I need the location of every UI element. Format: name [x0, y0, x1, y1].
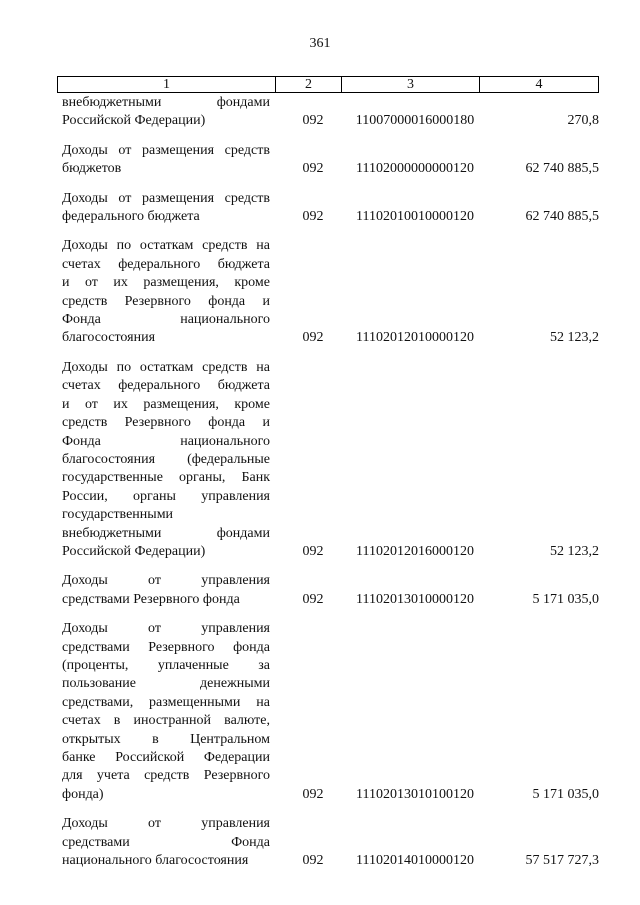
- revenue-name: [57, 190, 270, 227]
- revenue-name: [57, 620, 270, 804]
- table-row: [57, 237, 599, 347]
- revenue-name-line: и от их размещения, кроме: [62, 396, 270, 412]
- revenue-name-line: средствами Фонда: [62, 834, 270, 850]
- revenue-name: [57, 815, 270, 870]
- revenue-name: [57, 94, 270, 131]
- admin-code: 092: [302, 786, 324, 802]
- header-col-2: 2: [276, 77, 342, 92]
- revenue-name-line: внебюджетными фондами: [62, 95, 270, 110]
- budget-classification-code: 11007000016000180: [355, 113, 475, 129]
- revenue-name-line: внебюджетными фондами: [62, 525, 270, 541]
- revenue-name-line: Доходы от размещения средств: [62, 142, 270, 158]
- admin-code: 092: [302, 330, 324, 346]
- revenue-name-line: бюджетов: [62, 161, 122, 177]
- table-row: [57, 359, 599, 561]
- table-row: [57, 142, 599, 179]
- revenue-name-line: Фонда национального: [62, 312, 270, 328]
- page-number: 361: [309, 36, 331, 51]
- revenue-name-line: открытых в Центральном: [62, 731, 270, 747]
- budget-classification-code: 11102000000000120: [356, 161, 474, 177]
- revenue-name-line: (проценты, уплаченные за: [62, 657, 270, 673]
- revenue-name-line: фонда): [62, 786, 104, 802]
- revenue-name-line: Доходы от управления: [62, 816, 270, 832]
- budget-classification-code: 11102012010000120: [356, 330, 474, 346]
- revenue-name-line: Доходы от размещения средств: [62, 190, 270, 206]
- revenue-name-line: для учета средств Резервного: [62, 768, 270, 784]
- admin-code: 092: [302, 209, 324, 225]
- revenue-name-line: Фонда национального: [62, 433, 270, 449]
- table-header: [57, 76, 599, 93]
- revenue-name: [57, 572, 270, 609]
- amount: 5 171 035,0: [532, 591, 599, 607]
- admin-code: 092: [302, 543, 324, 559]
- revenue-name: [57, 359, 270, 561]
- revenue-name-line: банке Российской Федерации: [62, 750, 270, 765]
- table-row: [57, 572, 599, 609]
- header-col-4: 4: [535, 77, 543, 92]
- table-row: [57, 190, 599, 227]
- amount: 62 740 885,5: [525, 161, 599, 177]
- revenue-name-line: средств Резервного фонда и: [62, 293, 270, 309]
- amount: 52 123,2: [550, 543, 599, 559]
- revenue-name-line: средств Резервного фонда и: [62, 415, 270, 431]
- revenue-name-line: Доходы по остаткам средств на: [62, 238, 270, 254]
- amount: 270,8: [567, 113, 599, 129]
- revenue-name-line: федерального бюджета: [62, 209, 200, 225]
- revenue-name-line: пользование денежными: [62, 676, 270, 692]
- budget-classification-code: 11102012016000120: [356, 543, 474, 559]
- revenue-name-line: Российской Федерации): [62, 113, 206, 129]
- amount: 57 517 727,3: [525, 853, 599, 869]
- revenue-name-line: благосостояния (федеральные: [62, 451, 270, 467]
- amount: 5 171 035,0: [532, 786, 599, 802]
- revenue-name-line: и от их размещения, кроме: [62, 275, 270, 291]
- revenue-name-line: национального благосостояния: [62, 853, 249, 869]
- table-row: [57, 815, 599, 870]
- table-row: [57, 94, 599, 131]
- budget-classification-code: 11102010010000120: [356, 209, 474, 225]
- revenue-name-line: средствами Резервного фонда: [62, 639, 270, 655]
- admin-code: 092: [302, 853, 324, 869]
- revenue-name-line: Доходы от управления: [62, 573, 270, 589]
- header-col-3: 3: [342, 77, 480, 92]
- revenue-name-line: Доходы от управления: [62, 621, 270, 637]
- revenue-name-line: средствами Резервного фонда: [62, 591, 240, 607]
- revenue-name-line: России, органы управления: [62, 488, 270, 504]
- revenue-name-line: благосостояния: [62, 330, 156, 346]
- table-body: [57, 94, 599, 881]
- revenue-name-line: Российской Федерации): [62, 543, 206, 559]
- budget-classification-code: 11102013010100120: [356, 786, 474, 802]
- admin-code: 092: [302, 161, 324, 177]
- revenue-name-line: счетах в иностранной валюте,: [62, 713, 270, 729]
- revenue-name-line: государственные органы, Банк: [62, 470, 270, 486]
- budget-classification-code: 11102014010000120: [356, 853, 474, 869]
- admin-code: 092: [302, 591, 324, 607]
- admin-code: 092: [302, 113, 324, 129]
- revenue-name: [57, 237, 270, 347]
- amount: 52 123,2: [550, 330, 599, 346]
- revenue-name-line: счетах федерального бюджета: [62, 256, 270, 272]
- revenue-name: [57, 142, 270, 179]
- amount: 62 740 885,5: [525, 209, 599, 225]
- revenue-name-line: государственными: [62, 507, 174, 523]
- header-col-1: 1: [58, 77, 276, 92]
- budget-classification-code: 11102013010000120: [356, 591, 474, 607]
- revenue-name-line: средствами, размещенными на: [62, 694, 270, 710]
- revenue-name-line: счетах федерального бюджета: [62, 378, 270, 394]
- table-row: [57, 620, 599, 804]
- revenue-name-line: Доходы по остаткам средств на: [62, 359, 270, 375]
